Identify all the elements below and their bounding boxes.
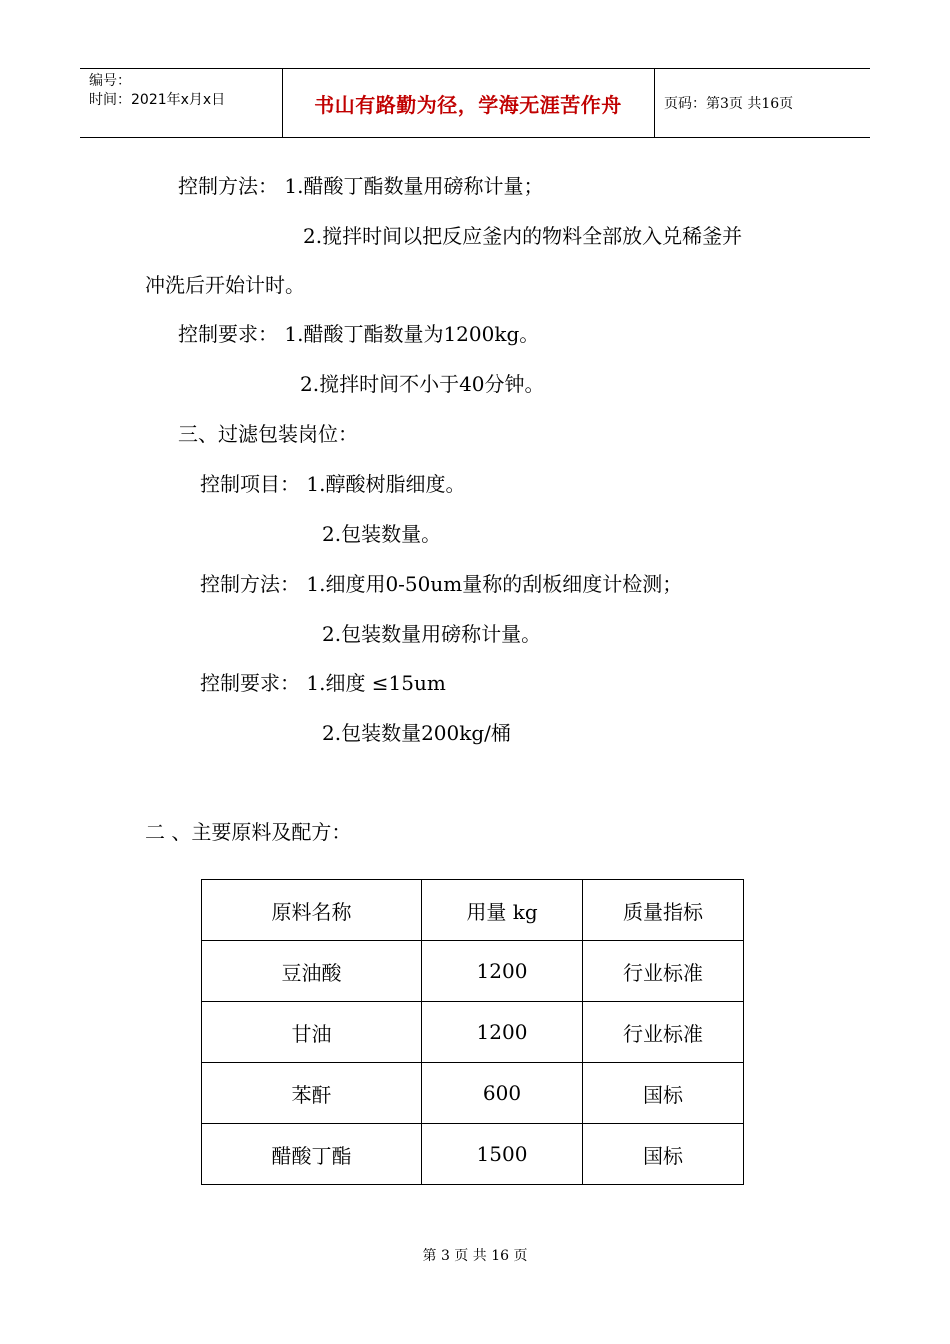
header-page-info: 页码：第3页 共16页 (664, 96, 794, 112)
table-row (202, 1002, 744, 1063)
body-line: 2.包装数量用磅称计量。 (322, 622, 542, 646)
body-line: 冲洗后开始计时。 (145, 273, 305, 297)
body-line: 控制要求： 1.醋酸丁酯数量为1200kg。 (178, 322, 540, 346)
table-cell: 行业标准 (583, 1002, 744, 1063)
page-footer: 第 3 页 共 16 页 (422, 1248, 528, 1264)
header-meta-cell (80, 69, 283, 137)
table-cell: 国标 (583, 1063, 744, 1124)
table-header-cell: 用量 kg (422, 880, 583, 941)
body-line: 2.搅拌时间不小于40分钟。 (300, 372, 545, 396)
table-header-cell: 原料名称 (202, 880, 422, 941)
page-header (80, 68, 870, 138)
header-slogan-cell (282, 69, 655, 137)
materials-table (201, 879, 744, 1185)
body-line: 控制方法： 1.细度用0-50um量称的刮板细度计检测； (200, 572, 683, 596)
table-row (202, 1063, 744, 1124)
header-time-label: 时间：2021年x月x日 (89, 92, 226, 108)
table-cell: 国标 (583, 1124, 744, 1185)
table-cell: 1200 (422, 941, 583, 1002)
table-row (202, 1124, 744, 1185)
table-cell: 行业标准 (583, 941, 744, 1002)
header-slogan: 书山有路勤为径，学海无涯苦作舟 (314, 93, 622, 117)
table-cell: 醋酸丁酯 (202, 1124, 422, 1185)
table-cell: 苯酐 (202, 1063, 422, 1124)
body-line: 控制项目： 1.醇酸树脂细度。 (200, 472, 466, 496)
body-line: 2.包装数量。 (322, 522, 442, 546)
table-header-row (202, 880, 744, 941)
table-header-cell: 质量指标 (583, 880, 744, 941)
body-line: 2.包装数量200kg/桶 (322, 721, 511, 745)
table-cell: 1200 (422, 1002, 583, 1063)
table-cell: 甘油 (202, 1002, 422, 1063)
body-line: 控制方法： 1.醋酸丁酯数量用磅称计量； (178, 174, 544, 198)
body-line: 2.搅拌时间以把反应釜内的物料全部放入兑稀釜并 (303, 224, 743, 248)
table-cell: 600 (422, 1063, 583, 1124)
section-heading: 二 、主要原料及配方： (145, 820, 352, 844)
section-heading: 三、过滤包装岗位： (178, 422, 358, 446)
table-cell: 豆油酸 (202, 941, 422, 1002)
table-row (202, 941, 744, 1002)
table-cell: 1500 (422, 1124, 583, 1185)
header-number-label: 编号： (89, 73, 131, 89)
body-line: 控制要求： 1.细度 ≤15um (200, 671, 446, 695)
header-page-cell (655, 69, 870, 137)
